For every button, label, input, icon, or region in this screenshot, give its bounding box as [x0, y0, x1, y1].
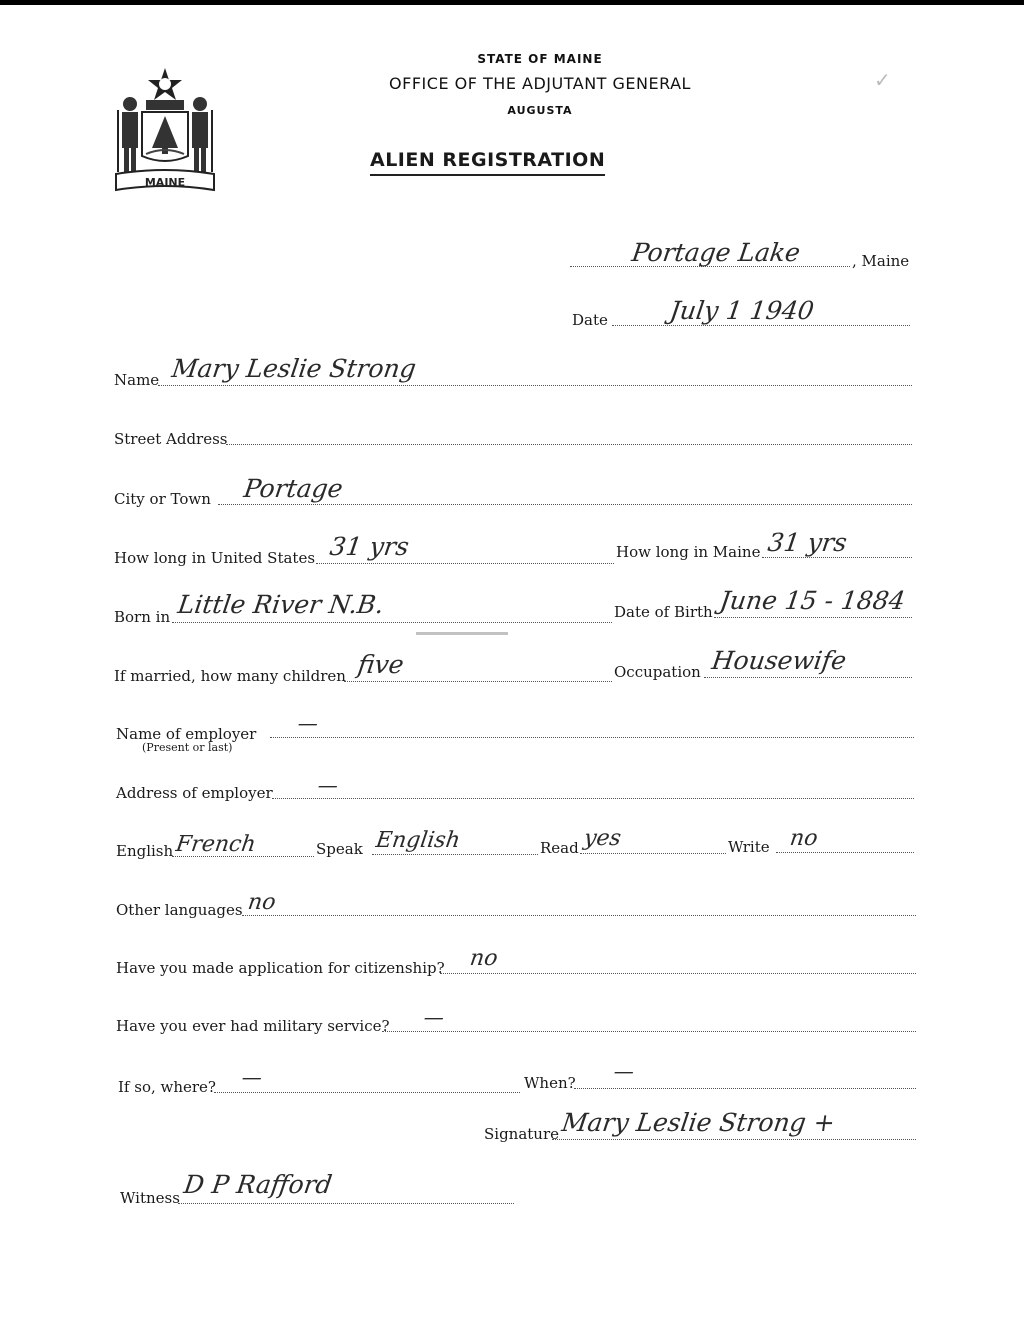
children-line: [344, 681, 612, 682]
signature-line: [552, 1139, 916, 1140]
place-value[interactable]: Portage Lake: [630, 238, 803, 267]
other-languages-value[interactable]: no: [246, 890, 278, 915]
speak-line: [372, 854, 538, 855]
citizenship-line: [440, 973, 916, 974]
citizenship-label: Have you made application for citizenship?: [116, 959, 445, 977]
witness-line: [178, 1203, 514, 1204]
name-label: Name: [114, 371, 160, 389]
date-line: [612, 325, 910, 326]
witness-label: Witness: [120, 1189, 180, 1207]
when-line: [574, 1088, 916, 1089]
dob-line: [714, 617, 912, 618]
employer-address-line: [272, 798, 914, 799]
maine-value[interactable]: 31 yrs: [766, 528, 849, 557]
military-value[interactable]: —: [422, 1005, 446, 1029]
employer-label: Name of employer: [116, 725, 257, 743]
city-value[interactable]: Portage: [242, 474, 345, 503]
occupation-line: [704, 677, 912, 678]
when-label: When?: [524, 1074, 576, 1092]
military-line: [382, 1031, 916, 1032]
street-line: [226, 444, 912, 445]
where-label: If so, where?: [118, 1078, 216, 1096]
english-value[interactable]: French: [174, 832, 258, 857]
pencil-underline: [416, 632, 508, 635]
maine-label: How long in Maine: [616, 543, 761, 561]
dob-label: Date of Birth: [614, 603, 713, 621]
dob-value[interactable]: June 15 - 1884: [718, 586, 907, 615]
employer-address-value[interactable]: —: [316, 773, 340, 797]
us-label: How long in United States: [114, 549, 316, 567]
header-city: AUGUSTA: [507, 104, 573, 117]
header-office: OFFICE OF THE ADJUTANT GENERAL: [389, 74, 691, 93]
employer-sublabel: (Present or last): [142, 741, 233, 754]
street-label: Street Address: [114, 430, 228, 448]
date-label: Date: [572, 311, 608, 329]
check-mark-icon: ✓: [874, 68, 891, 92]
employer-line: [270, 737, 914, 738]
born-value[interactable]: Little River N.B.: [176, 590, 386, 619]
read-label: Read: [540, 839, 579, 857]
citizenship-value[interactable]: no: [468, 946, 500, 971]
form-title: ALIEN REGISTRATION: [370, 149, 605, 176]
occupation-value[interactable]: Housewife: [710, 646, 849, 675]
witness-value[interactable]: D P Rafford: [182, 1170, 334, 1199]
read-line: [580, 853, 726, 854]
signature-value[interactable]: Mary Leslie Strong +: [560, 1108, 837, 1137]
header-state: STATE OF MAINE: [477, 52, 603, 66]
us-line: [316, 563, 614, 564]
maine-line: [762, 557, 912, 558]
write-line: [776, 852, 914, 853]
english-label: English: [116, 842, 174, 860]
born-line: [172, 622, 612, 623]
seal-motto: MAINE: [144, 176, 186, 189]
occupation-label: Occupation: [614, 663, 701, 681]
employer-value[interactable]: —: [296, 711, 320, 735]
other-languages-line: [242, 915, 916, 916]
read-value[interactable]: yes: [582, 826, 623, 851]
write-label: Write: [728, 838, 770, 856]
scan-top-border: [0, 0, 1024, 5]
name-value[interactable]: Mary Leslie Strong: [170, 354, 418, 383]
city-label: City or Town: [114, 490, 211, 508]
maine-state-seal: [112, 66, 218, 194]
employer-address-label: Address of employer: [116, 784, 273, 802]
where-line: [214, 1092, 520, 1093]
children-value[interactable]: five: [356, 650, 406, 679]
other-languages-label: Other languages: [116, 901, 243, 919]
speak-label: Speak: [316, 840, 363, 858]
where-value[interactable]: —: [240, 1065, 264, 1089]
when-value[interactable]: —: [612, 1059, 636, 1083]
military-label: Have you ever had military service?: [116, 1017, 390, 1035]
place-suffix: , Maine: [852, 252, 910, 270]
speak-value[interactable]: English: [374, 828, 462, 853]
city-line: [218, 504, 912, 505]
born-label: Born in: [114, 608, 171, 626]
signature-label: Signature: [484, 1125, 560, 1143]
us-value[interactable]: 31 yrs: [328, 532, 411, 561]
name-line: [158, 385, 912, 386]
date-value[interactable]: July 1 1940: [668, 296, 816, 325]
write-value[interactable]: no: [788, 826, 820, 851]
children-label: If married, how many children: [114, 667, 346, 685]
